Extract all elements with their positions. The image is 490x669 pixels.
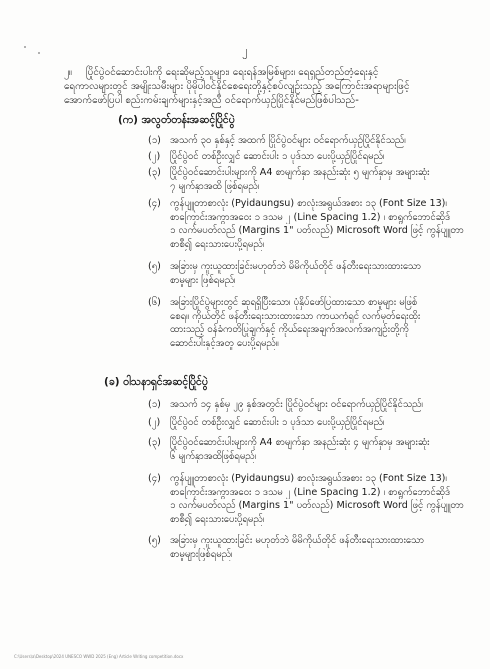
list-item [148,197,464,251]
item-text: အခြားပြိုင်ပွဲများတွင် ဆုရရှိပြီးသော၊ ပုံနှိပ်ဖော်ပြထားသော စာမူများ မဖြစ် [170,297,418,308]
list-item [148,398,458,412]
item-text: ပြိုင်ပွဲဝင်ဆောင်းပါးများကို A4 စာမျက်နှာ အနည်းဆုံး ၄ မျက်နှာမှ အများဆုံး [170,437,430,448]
item-text: စာမူများ ဖြစ်ရမည်၊ [170,274,236,286]
intro-text: ပြိုင်ပွဲဝင်ဆောင်းပါးကို ရေးဆိုမည့်သူများ၊ ရေးရန်အမြစ်များ၊ ရေရှည်တည်တံ့ရေးနှင့် [86,67,379,78]
intro-line: အောက်ဖော်ပြပါ စည်းကမ်းချက်များနှင့်အညီ ဝင်ရောက်ယှဉ်ပြိုင်နိုင်မည်ဖြစ်ပါသည်- [64,95,359,106]
list-item [148,260,458,287]
intro-line: ရေကာလများတွင် အမျိုးသမီးများ ပိုမိုပါဝင်နိုင်စေရေးတို့နှင့်စပ်လျဉ်းသည့် အကြောင်းအရာများဖြင့် [64,81,410,92]
list-item [148,166,458,193]
list-item [148,472,464,526]
item-number: (၂) [148,417,161,428]
list-item [148,416,458,430]
item-number: (၃) [148,167,161,178]
item-text: ပြိုင်ပွဲဝင်ဆောင်းပါးများကို A4 စာမျက်နှာ အနည်းဆုံး ၅ မျက်နှာမှ အများဆုံး [170,167,430,178]
section-heading-open: (က) အလွတ်တန်းအဆင့်ပြိုင်ပွဲ [118,114,235,126]
item-text: အသက် ၃၀ နှစ်နှင့် အထက် ပြိုင်ပွဲဝင်များ ဝင်ရောက်ယှဉ်ပြိုင်နိုင်သည်၊ [170,135,406,146]
item-text: အခြားမှ ကူးယူထားခြင်းမဟုတ်ဘဲ မိမိကိုယ်တိုင် ဖန်တီးရေးသားထားသော [170,261,421,272]
item-text: ၇ မျက်နှာအထိ ဖြစ်ရမည်၊ [170,180,260,192]
item-text: စာစီ၍ ရေးသားပေးပို့ရမည်၊ [170,238,265,250]
item-text: ၁ လက်မပတ်လည် (Margins 1" ပတ်လည်) Microsoft Word ဖြင့် ကွန်ပျူတာ [170,225,464,236]
item-text: ကွန်ပျူတာစာလုံး (Pyidaungsu) စာလုံးအရွယ်အစား ၁၃ (Font Size 13)၊ [170,198,447,209]
item-text: ပြိုင်ပွဲဝင် တစ်ဦးလျှင် ဆောင်းပါး ၁ ပုဒ်သာ ပေးပို့ယှဉ်ပြိုင်ရမည်၊ [170,417,385,428]
section-heading-amateur: (ခ) ဝါသနာရှင်အဆင့်ပြိုင်ပွဲ [104,376,208,388]
item-text: စာစီ၍ ရေးသားပေးပို့ရမည်၊ [170,513,265,525]
item-number: (၅) [148,261,161,272]
list-item [148,150,458,164]
item-number: (၁) [148,399,161,410]
item-text: စေရ။ ကိုယ်တိုင် ဖန်တီးရေးသားထားသော ကာယကံရှင် လက်မှတ်ရေးထိုး [170,310,421,322]
list-item [148,134,458,148]
item-text: ထားသည့် ဝန်ခံကတိပြုချက်နှင့် ကိုယ်ရေးအချက်အလက်အကျဉ်းတို့ကို [170,324,409,335]
intro-paragraph [64,66,448,108]
item-text: ကွန်ပျူတာစာလုံး (Pyidaungsu) စာလုံးအရွယ်အစား ၁၃ (Font Size 13)၊ [170,473,447,484]
footer-file-path: C:\Users\a\Desktop\2024 UNESCO WWD 2025 (Eng) Article Writing competition.docx [14,654,184,659]
item-text: အသက် ၁၄ နှစ်မှ ၂၉ နှစ်အတွင်း ပြိုင်ပွဲဝင်များ ဝင်ရောက်ယှဉ်ပြိုင်နိုင်သည်၊ [170,399,423,410]
item-text: ပြိုင်ပွဲဝင် တစ်ဦးလျှင် ဆောင်းပါး ၁ ပုဒ်သာ ပေးပို့ယှဉ်ပြိုင်ရမည်၊ [170,151,385,162]
item-number: (၃) [148,437,161,448]
item-text: စာကြောင်းအကွာအဝေး ၁ ဒသမ ၂ (Line Spacing 1.2) ၊ စာရွက်ဘောင်ဆိုဒ် [170,486,450,498]
item-text: ဆောင်းပါးနှင့်အတူ ပေးပို့ရမည်။ [170,337,279,349]
item-text: ၆ မျက်နှာအထိဖြစ်ရမည်၊ [170,450,257,462]
item-text: စာကြောင်းအကွာအဝေး ၁ ဒသမ ၂ (Line Spacing 1.2) ၊ စာရွက်ဘောင်ဆိုဒ် [170,211,450,223]
item-text: အခြားမှ ကူးယူထားခြင်း မဟုတ်ဘဲ မိမိကိုယ်တိုင် ဖန်တီးရေးသားထားသော [170,535,424,546]
page-number: ၂ [242,44,248,57]
item-text: စာမူများဖြစ်ရမည်၊ [170,548,233,560]
list-item [148,296,458,350]
item-number: (၆) [148,297,161,308]
item-number: (၂) [148,151,161,162]
item-number: (၄) [148,473,161,484]
item-number: (၄) [148,198,161,209]
list-item [148,534,458,561]
item-number: (၁) [148,135,161,146]
list-item [148,436,458,463]
item-text: ၁ လက်မပတ်လည် (Margins 1" ပတ်လည်) Microsoft Word ဖြင့် ကွန်ပျူတာ [170,500,464,511]
intro-line [64,66,448,80]
item-number: (၅) [148,535,161,546]
intro-number: ၂။ [64,67,72,78]
